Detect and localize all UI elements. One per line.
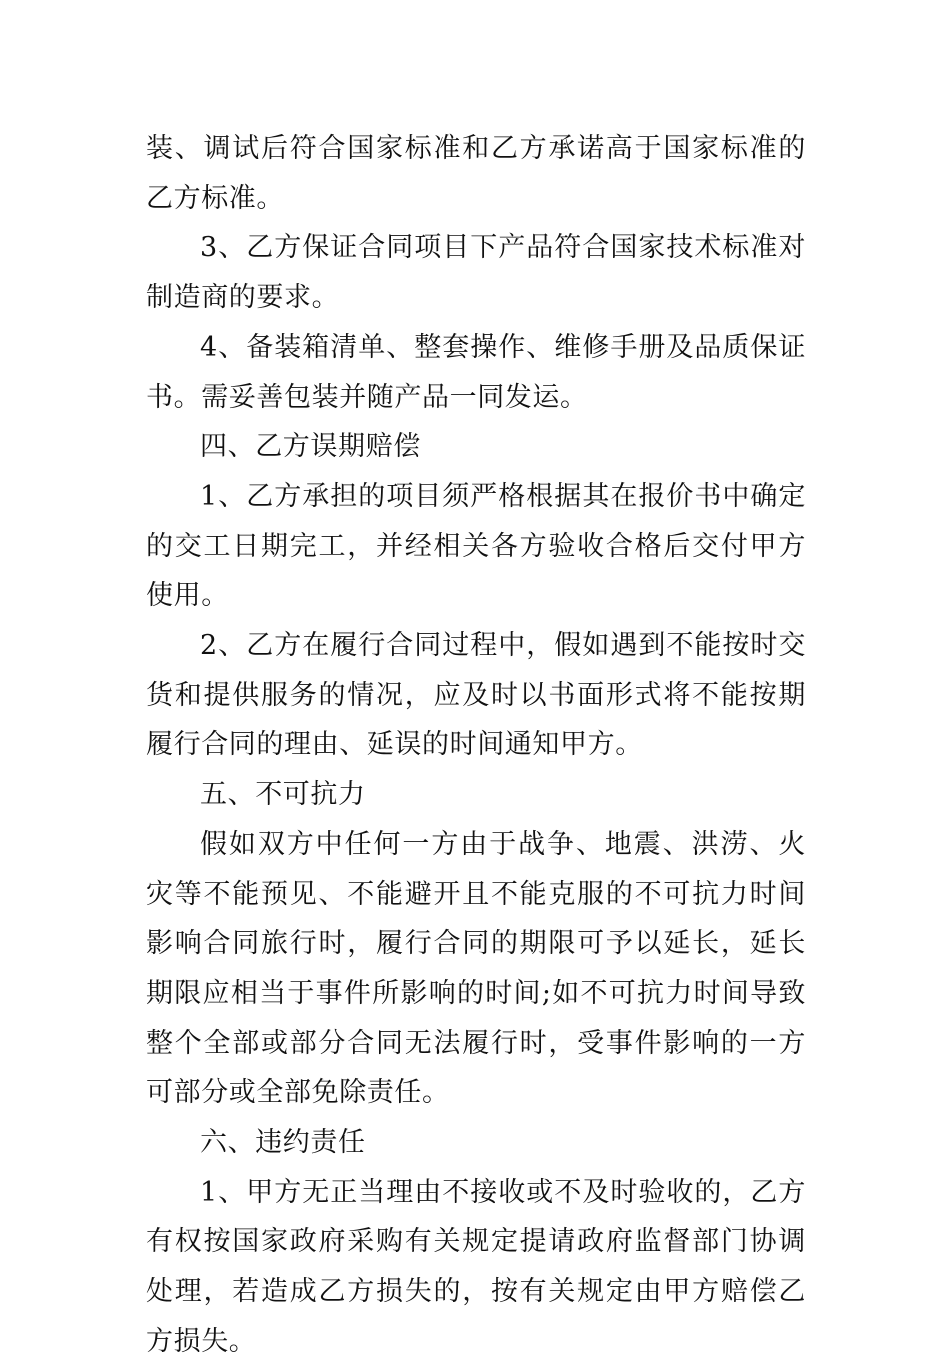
paragraph-liability-clause-1: 1、甲方无正当理由不接收或不及时验收的，乙方有权按国家政府采购有关规定提请政府监督部门协调处理，若造成乙方损失的，按有关规定由甲方赔偿乙方损失。: [146, 1176, 806, 1357]
section-heading-delay-compensation: 四、乙方误期赔偿: [200, 431, 421, 463]
paragraph-delay-clause-2: 2、乙方在履行合同过程中，假如遇到不能按时交货和提供服务的情况，应及时以书面形式将不能按期履行合同的理由、延误的时间通知甲方。: [146, 630, 806, 761]
paragraph-standards-continued: 装、调试后符合国家标准和乙方承诺高于国家标准的乙方标准。: [146, 133, 806, 214]
paragraph-force-majeure: 假如双方中任何一方由于战争、地震、洪涝、火灾等不能预见、不能避开且不能克服的不可抗力时间影响合同旅行时，履行合同的期限可予以延长，延长期限应相当于事件所影响的时间;如不可抗力时间导致整个全部或部分合同无法履行时，受事件影响的一方可部分或全部免除责任。: [146, 828, 806, 1109]
paragraph-clause-4: 4、备装箱清单、整套操作、维修手册及品质保证书。需妥善包装并随产品一同发运。: [146, 331, 806, 413]
document-body: [146, 124, 806, 1367]
section-heading-liability: 六、违约责任: [200, 1127, 366, 1159]
paragraph-delay-clause-1: 1、乙方承担的项目须严格根据其在报价书中确定的交工日期完工，并经相关各方验收合格后交付甲方使用。: [146, 480, 806, 612]
paragraph-clause-3: 3、乙方保证合同项目下产品符合国家技术标准对制造商的要求。: [146, 232, 806, 314]
section-heading-force-majeure: 五、不可抗力: [200, 779, 366, 811]
